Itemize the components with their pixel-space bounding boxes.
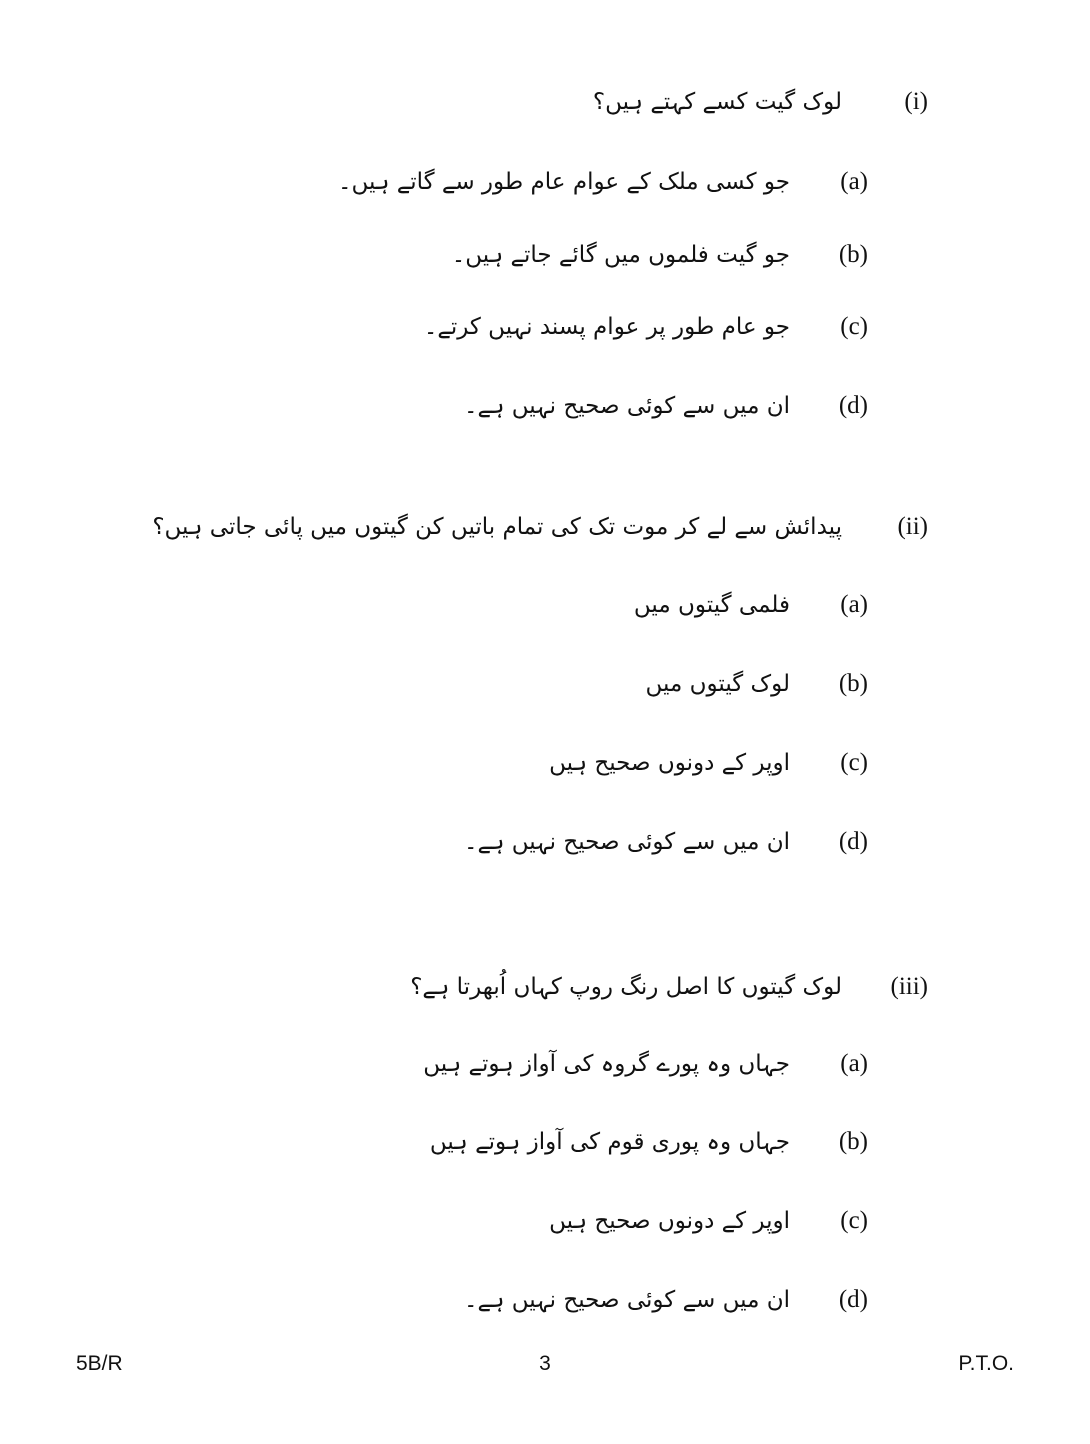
option-text: فلمی گیتوں میں <box>633 592 790 618</box>
option-row <box>0 1039 1090 1089</box>
option-row <box>0 817 1090 867</box>
option-row <box>0 1196 1090 1246</box>
option-text: ان میں سے کوئی صحیح نہیں ہے۔ <box>464 393 790 419</box>
option-row <box>0 381 1090 431</box>
question-number: (iii) <box>890 973 928 1000</box>
option-row <box>0 659 1090 709</box>
option-text: جو عام طور پر عوام پسند نہیں کرتے۔ <box>423 314 790 340</box>
question-3 <box>0 962 1090 1012</box>
pto-note: P.T.O. <box>958 1352 1014 1375</box>
option-text: جہاں وہ پورے گروہ کی آواز ہوتے ہیں <box>423 1051 790 1077</box>
option-row <box>0 580 1090 630</box>
option-text: اوپر کے دونوں صحیح ہیں <box>549 1208 790 1234</box>
option-text: جو گیت فلموں میں گائے جاتے ہیں۔ <box>451 242 790 268</box>
option-row <box>0 738 1090 788</box>
option-label: (b) <box>838 241 868 268</box>
option-label: (c) <box>840 1207 868 1234</box>
option-label: (b) <box>838 670 868 697</box>
option-label: (c) <box>840 749 868 776</box>
option-label: (b) <box>838 1128 868 1155</box>
page-number: 3 <box>539 1352 551 1375</box>
paper-code: 5B/R <box>76 1352 123 1375</box>
option-label: (a) <box>840 1050 868 1077</box>
question-number: (ii) <box>897 513 928 540</box>
option-row <box>0 157 1090 207</box>
option-label: (d) <box>838 392 868 419</box>
option-text: جہاں وہ پوری قوم کی آواز ہوتے ہیں <box>429 1129 790 1155</box>
option-label: (a) <box>840 591 868 618</box>
option-text: ان میں سے کوئی صحیح نہیں ہے۔ <box>464 829 790 855</box>
option-row <box>0 230 1090 280</box>
option-label: (c) <box>840 313 868 340</box>
option-text: اوپر کے دونوں صحیح ہیں <box>549 750 790 776</box>
question-1 <box>0 77 1090 127</box>
question-2 <box>0 502 1090 552</box>
question-number: (i) <box>904 88 928 115</box>
question-text: لوک گیت کسے کہتے ہیں؟ <box>592 89 842 115</box>
option-text: لوک گیتوں میں <box>645 671 790 697</box>
option-row <box>0 1117 1090 1167</box>
option-label: (d) <box>838 828 868 855</box>
option-row <box>0 1275 1090 1325</box>
option-text: ان میں سے کوئی صحیح نہیں ہے۔ <box>464 1287 790 1313</box>
option-row <box>0 302 1090 352</box>
option-text: جو کسی ملک کے عوام عام طور سے گاتے ہیں۔ <box>338 169 790 195</box>
option-label: (d) <box>838 1286 868 1313</box>
question-text: لوک گیتوں کا اصل رنگ روپ کہاں اُبھرتا ہے؟ <box>410 974 842 1000</box>
question-text: پیدائش سے لے کر موت تک کی تمام باتیں کن گیتوں میں پائی جاتی ہیں؟ <box>152 514 842 540</box>
option-label: (a) <box>840 168 868 195</box>
